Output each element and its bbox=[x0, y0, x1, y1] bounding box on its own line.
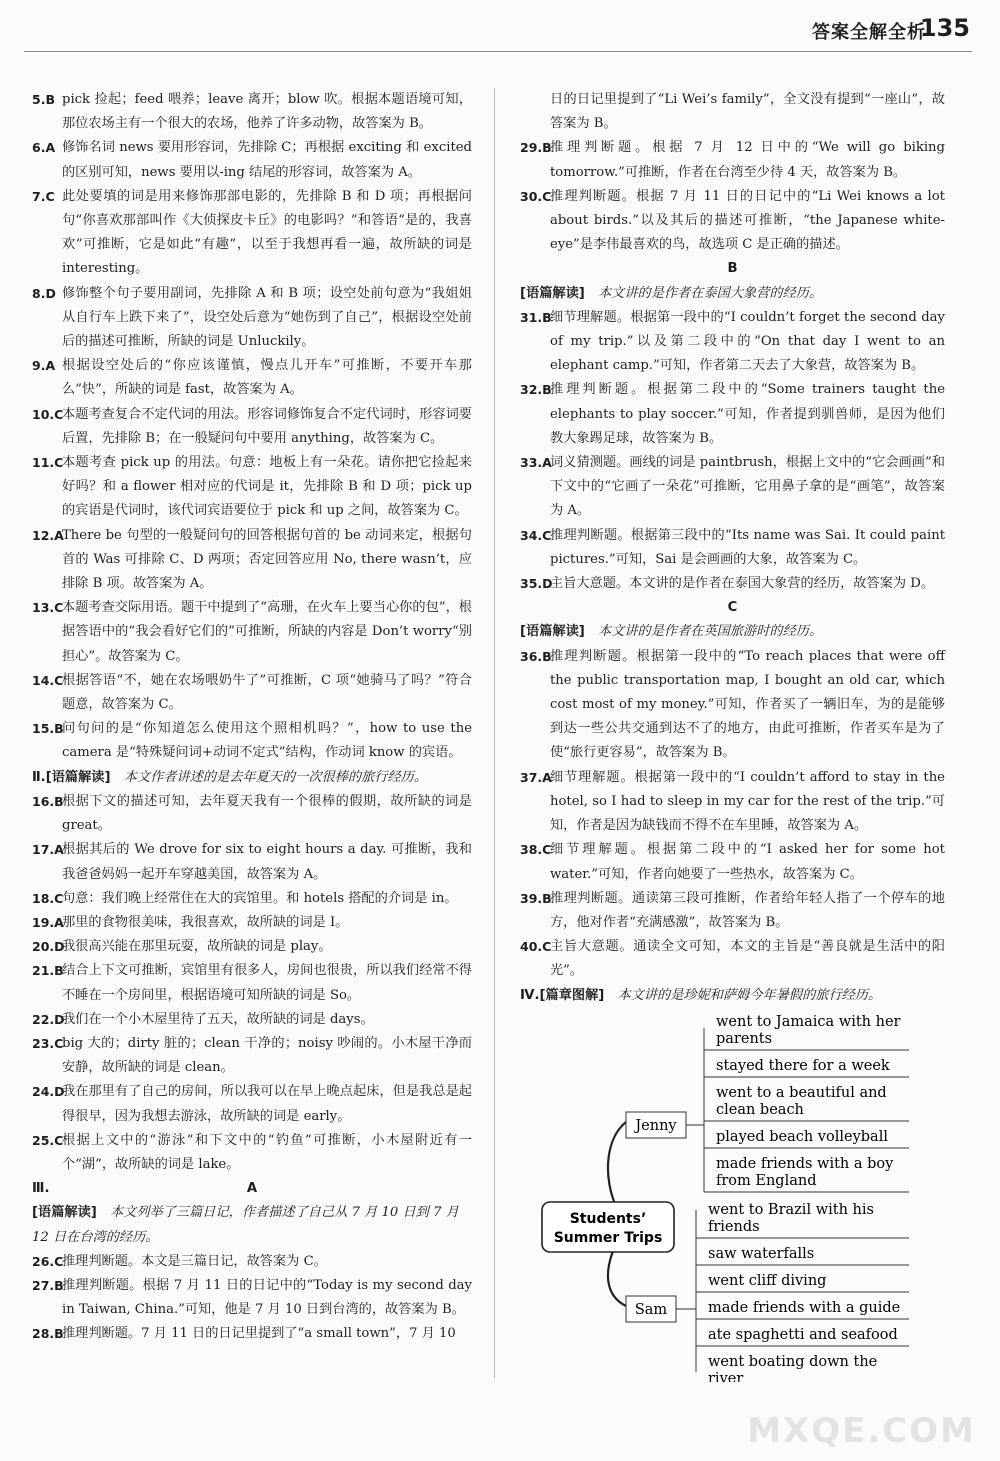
answer-number: 18.C bbox=[32, 890, 64, 906]
answer-explanation: 细节理解题。根据第一段中的“I couldn’t afford to stay in the hotel, so I had to sleep in my car for the rest of the trip.”可知，作者是因为缺钱而不得不在车里睡，故答案为 A。 bbox=[550, 769, 945, 834]
answer-number: 37.A bbox=[520, 769, 552, 785]
answer-item bbox=[520, 185, 945, 258]
answer-item bbox=[32, 1080, 472, 1128]
answer-item bbox=[520, 451, 945, 524]
answer-item bbox=[32, 88, 472, 136]
passage-reading bbox=[520, 984, 945, 1008]
answer-explanation: 我在那里有了自己的房间，所以我可以在早上晚点起床，但是我总是起得很早，因为我想去游泳，故所缺的词是 early。 bbox=[62, 1084, 472, 1124]
answer-item bbox=[32, 524, 472, 597]
answer-explanation: 词义猜测题。画线的词是 paintbrush，根据上文中的“它会画画”和下文中的“它画了一朵花”可推断，它用鼻子拿的是“画笔”，故答案为 A。 bbox=[550, 455, 945, 519]
answer-item bbox=[32, 1129, 472, 1177]
answer-explanation: 结合上下文可推断，宾馆里有很多人，房间也很贵，所以我们经常不得不睡在一个房间里，根据语境可知所缺的词是 So。 bbox=[62, 963, 472, 1003]
answer-item bbox=[32, 1032, 472, 1080]
answer-item bbox=[520, 766, 945, 839]
answer-explanation: 根据设空处后的“你应该谨慎，慢点儿开车”可推断，不要开车那么“快”，所缺的词是 fast，故答案为 A。 bbox=[62, 358, 472, 398]
answer-continuation: 日的日记里提到了“Li Wei’s family”，全文没有提到“一座山”，故答案为 B。 bbox=[550, 92, 945, 132]
reading-tag: [语篇解读] bbox=[520, 624, 585, 640]
answer-item bbox=[32, 1322, 472, 1346]
answer-item bbox=[32, 451, 472, 524]
answer-explanation: 推理判断题。根据第三段中的“Its name was Sai. It could paint pictures.”可知，Sai 是会画画的大象，故答案为 C。 bbox=[550, 527, 945, 567]
answer-number: 13.C bbox=[32, 600, 64, 616]
answer-explanation: 根据答语“不，她在农场喂奶牛了”可推断，C 项“她骑马了吗？”符合题意，故答案为 C。 bbox=[62, 672, 472, 713]
reading-tag: [语篇解读] bbox=[520, 285, 585, 301]
mindmap-sam-label: Sam bbox=[634, 1302, 668, 1318]
answer-number: 16.B bbox=[32, 793, 64, 809]
passage-reading bbox=[520, 620, 945, 644]
mindmap-branch-text: played beach volleyball bbox=[716, 1129, 888, 1145]
answer-number: 11.C bbox=[32, 455, 64, 471]
mindmap-jenny-label: Jenny bbox=[635, 1118, 677, 1134]
mindmap-branch-item bbox=[696, 1273, 909, 1292]
answer-number: 22.D bbox=[32, 1011, 65, 1027]
answer-explanation: 推理判断题。根据第二段中的“Some trainers taught the elephants to play soccer.”可知，作者提到驯兽师，是因为他们教大象踢足球，故答案为 B。 bbox=[550, 382, 945, 446]
answer-number: 20.D bbox=[32, 939, 65, 955]
answer-item bbox=[32, 669, 472, 717]
mindmap-branch-text: went to a beautiful and clean beach bbox=[716, 1085, 887, 1118]
answer-item bbox=[32, 935, 472, 959]
header-rule bbox=[24, 51, 972, 52]
right-column bbox=[520, 88, 945, 1008]
reading-summary: 本文讲的是作者在英国旅游时的经历。 bbox=[598, 624, 823, 640]
mindmap-branch-item bbox=[696, 1202, 909, 1238]
answer-explanation: 推理判断题。7 月 11 日的日记里提到了“a small town”，7 月 10 bbox=[62, 1326, 456, 1342]
answer-item bbox=[32, 354, 472, 402]
mindmap-sam-items bbox=[696, 1202, 909, 1382]
reading-summary: 本文作者讲述的是去年夏天的一次很棒的旅行经历。 bbox=[123, 769, 428, 785]
answer-number: 15.B bbox=[32, 721, 64, 737]
answer-number: 7.C bbox=[32, 188, 55, 204]
answer-explanation: 推理判断题。根据 7 月 11 日的日记中的“Li Wei knows a lot about birds.”以及其后的描述可推断，“the Japanese white-eye”是李伟最喜欢的鸟，故选项 C 是正确的描述。 bbox=[550, 188, 945, 253]
answer-item bbox=[32, 1274, 472, 1322]
reading-tag: [语篇解读] bbox=[32, 1205, 97, 1221]
answer-item bbox=[32, 282, 472, 355]
answer-number: 28.B bbox=[32, 1326, 64, 1342]
answer-number: 8.D bbox=[32, 285, 56, 301]
answer-number: 23.C bbox=[32, 1035, 64, 1051]
subsection-letter: B bbox=[727, 261, 738, 277]
answer-item bbox=[32, 185, 472, 282]
answer-item bbox=[520, 378, 945, 451]
answer-number: 12.A bbox=[32, 527, 64, 543]
answer-explanation: 细节理解题。根据第一段中的“I couldn’t forget the second day of my trip.”以及第二段中的“On that day I went to an elephant camp.”可知，作者第二天去了大象营，故答案为 B。 bbox=[550, 309, 945, 374]
answer-explanation: 本题考查 pick up 的用法。句意：地板上有一朵花。请你把它捡起来好吗？和 a flower 相对应的代词是 it，先排除 B 和 D 项；pick up 的宾语是代词时，该代词宾语要位于 pick 和 up 之间，故答案为 C。 bbox=[62, 455, 472, 519]
answer-item bbox=[520, 645, 945, 766]
answer-number: 36.B bbox=[520, 648, 552, 664]
answer-explanation: 问句问的是“你知道怎么使用这个照相机吗？”，how to use the camera 是“特殊疑问词+动词不定式”结构，作动词 know 的宾语。 bbox=[62, 721, 472, 761]
answer-explanation: 根据其后的 We drove for six to eight hours a day. 可推断，我和我爸爸妈妈一起开车穿越美国，故答案为 A。 bbox=[62, 842, 472, 882]
reading-summary: 本文讲的是作者在泰国大象营的经历。 bbox=[598, 285, 823, 301]
section-number: Ⅲ. bbox=[32, 1181, 50, 1197]
mindmap-branch-item bbox=[704, 1058, 909, 1077]
answer-explanation: 那里的食物很美味，我很喜欢，故所缺的词是 I。 bbox=[62, 914, 349, 930]
mindmap-center-line1: Students’ bbox=[569, 1211, 647, 1227]
mindmap-branch-text: made friends with a guide bbox=[708, 1300, 901, 1316]
passage-reading bbox=[32, 1201, 472, 1249]
mindmap-branch-text: went boating down the river bbox=[708, 1354, 878, 1382]
answer-number: 27.B bbox=[32, 1277, 64, 1293]
answer-number: 39.B bbox=[520, 890, 552, 906]
answer-item bbox=[520, 306, 945, 379]
mindmap-branch-item bbox=[696, 1327, 909, 1346]
answer-item bbox=[520, 136, 945, 184]
answer-item bbox=[32, 887, 472, 911]
answer-number: 19.A bbox=[32, 914, 64, 930]
answer-item bbox=[32, 790, 472, 838]
answer-explanation: 主旨大意题。通读全文可知，本文的主旨是“善良就是生活中的阳光”。 bbox=[550, 939, 945, 979]
answer-item bbox=[520, 887, 945, 935]
answer-number: 35.D bbox=[520, 576, 553, 592]
answer-number: 25.C bbox=[32, 1132, 64, 1148]
mindmap-connector-sam bbox=[608, 1244, 626, 1306]
reading-tag: Ⅱ.[语篇解读] bbox=[32, 769, 111, 785]
answer-item bbox=[520, 572, 945, 596]
answer-number: 6.A bbox=[32, 140, 56, 156]
left-column bbox=[32, 88, 472, 1347]
section-heading bbox=[32, 1177, 472, 1201]
answer-explanation: 句意：我们晚上经常住在大的宾馆里。和 hotels 搭配的介词是 in。 bbox=[62, 890, 458, 906]
answer-explanation: 修饰整个句子要用副词，先排除 A 和 B 项；设空处前句意为“我姐姐从自行车上跌下来了”，设空处后意为“她伤到了自己”，根据设空处前后的描述可推断，所缺的词是 Unluckily。 bbox=[62, 285, 472, 350]
answer-number: 32.B bbox=[520, 382, 552, 398]
mindmap-branch-text: made friends with a boy from England bbox=[716, 1156, 894, 1189]
passage-reading bbox=[32, 766, 472, 790]
answer-item bbox=[32, 136, 472, 184]
mindmap-center-line2: Summer Trips bbox=[553, 1230, 663, 1246]
mindmap-branch-item bbox=[704, 1156, 909, 1192]
mindmap-branch-text: went to Brazil with his friends bbox=[708, 1202, 874, 1235]
mindmap-branch-item bbox=[704, 1129, 909, 1148]
answer-item bbox=[32, 1250, 472, 1274]
page-header bbox=[0, 0, 1000, 86]
answer-number: 9.A bbox=[32, 358, 56, 374]
answer-explanation: 修饰名词 news 要用形容词，先排除 C；再根据 exciting 和 excited 的区别可知，news 要用以-ing 结尾的形容词，故答案为 A。 bbox=[62, 140, 472, 180]
answer-item bbox=[520, 935, 945, 983]
answer-number: 5.B bbox=[32, 92, 55, 107]
answer-explanation: 本题考查复合不定代词的用法。形容词修饰复合不定代词时，形容词要后置，先排除 B；在一般疑问句中要用 anything，故答案为 C。 bbox=[62, 406, 472, 446]
answer-item bbox=[520, 524, 945, 572]
answer-number: 29.B bbox=[520, 140, 552, 156]
answer-explanation: big 大的；dirty 脏的；clean 干净的；noisy 吵闹的。小木屋干净而安静，故所缺的词是 clean。 bbox=[62, 1035, 472, 1076]
reading-summary: 本文列举了三篇日记，作者描述了自己从 7 月 10 日到 7 月 12 日在台湾的经历。 bbox=[32, 1205, 459, 1245]
mindmap-branch-item bbox=[696, 1246, 909, 1265]
mindmap-jenny-items bbox=[704, 1014, 909, 1192]
mindmap-branch-text: saw waterfalls bbox=[708, 1246, 815, 1262]
mindmap-branch-item bbox=[696, 1300, 909, 1319]
mindmap-branch-item bbox=[704, 1014, 909, 1050]
answer-number: 21.B bbox=[32, 963, 64, 979]
answer-number: 14.C bbox=[32, 672, 64, 688]
answer-explanation: 细节理解题。根据第二段中的“I asked her for some hot water.”可知，作者向她要了一些热水，故答案为 C。 bbox=[550, 842, 945, 882]
reading-summary: 本文讲的是珍妮和萨姆今年暑假的旅行经历。 bbox=[617, 987, 882, 1003]
answer-explanation: 根据下文的描述可知，去年夏天我有一个很棒的假期，故所缺的词是 great。 bbox=[62, 793, 472, 834]
answer-item bbox=[32, 717, 472, 765]
answer-number: 40.C bbox=[520, 939, 552, 955]
answer-item bbox=[520, 838, 945, 886]
answer-explanation: 推理判断题。通读第三段可推断，作者给年轻人指了一个停车的地方，他对作者“充满感激”，故答案为 B。 bbox=[550, 890, 945, 930]
answer-number: 17.A bbox=[32, 842, 64, 858]
answer-explanation: 本题考查交际用语。题干中提到了“高珊，在火车上要当心你的包”，根据答语中的“我会看好它们的”可推断，所缺的内容是 Don’t worry“别担心”。故答案为 C。 bbox=[62, 600, 472, 664]
answer-number: 31.B bbox=[520, 309, 552, 325]
answer-explanation: 推理判断题。本文是三篇日记，故答案为 C。 bbox=[62, 1253, 327, 1269]
mindmap-branch-item bbox=[704, 1085, 909, 1121]
page-number: 135 bbox=[919, 14, 970, 42]
mindmap-branch-text: went to Jamaica with her parents bbox=[716, 1014, 901, 1047]
answer-item bbox=[32, 911, 472, 935]
mindmap-branch-text: stayed there for a week bbox=[716, 1058, 890, 1074]
mindmap-branch-text: ate spaghetti and seafood bbox=[708, 1327, 898, 1343]
answer-explanation: 推理判断题。根据第一段中的“To reach places that were off the public transportation map, I bought an old car, which cost most of my money.”可知，作者买了一辆旧车，为的是能够到达一些公共交通到达不了的地方，由此可推断，作者买车是为了使“旅行更容易”，故答案为 B。 bbox=[550, 648, 945, 761]
answer-item bbox=[32, 959, 472, 1007]
answer-number: 34.C bbox=[520, 527, 552, 543]
answer-explanation: 主旨大意题。本文讲的是作者在泰国大象营的经历，故答案为 D。 bbox=[550, 576, 935, 592]
mindmap-branch-text: went cliff diving bbox=[708, 1273, 827, 1289]
answer-explanation: 推理判断题。根据 7 月 11 日的日记中的“Today is my second day in Taiwan, China.”可知，他是 7 月 10 日到台湾的，故答案为 B。 bbox=[62, 1277, 472, 1318]
answer-number: 38.C bbox=[520, 842, 552, 858]
answer-explanation: 我们在一个小木屋里待了五天，故所缺的词是 days。 bbox=[62, 1011, 374, 1027]
answer-number: 33.A bbox=[520, 455, 552, 471]
header-title: 答案全解全析 bbox=[812, 22, 926, 43]
answer-explanation: pick 捡起；feed 喂养；leave 离开；blow 吹。根据本题语境可知，那位农场主有一个很大的农场，他养了许多动物，故答案为 B。 bbox=[62, 92, 472, 132]
mindmap-connector-jenny bbox=[608, 1122, 626, 1206]
answer-item bbox=[32, 596, 472, 669]
answer-item bbox=[32, 1008, 472, 1032]
column-divider bbox=[494, 88, 495, 1378]
answer-explanation: 我很高兴能在那里玩耍，故所缺的词是 play。 bbox=[62, 939, 332, 955]
answer-number: 10.C bbox=[32, 406, 64, 422]
answer-explanation: 根据上文中的“游泳”和下文中的“钓鱼”可推断，小木屋附近有一个“湖”，故所缺的词是 lake。 bbox=[62, 1132, 472, 1172]
mindmap-branch-item bbox=[696, 1354, 909, 1382]
reading-tag: Ⅳ.[篇章图解] bbox=[520, 987, 605, 1003]
passage-reading bbox=[520, 282, 945, 306]
watermark: MXQE.COM bbox=[747, 1411, 976, 1451]
answer-item bbox=[32, 838, 472, 886]
answer-explanation: There be 句型的一般疑问句的回答根据句首的 be 动词来定，根据句首的 Was 可排除 C、D 两项；否定回答应用 No, there wasn’t，应排除 B 项。故答案为 A。 bbox=[62, 527, 472, 592]
answer-number: 26.C bbox=[32, 1253, 64, 1269]
subsection-letter: A bbox=[246, 1181, 258, 1197]
mind-map bbox=[504, 1010, 924, 1382]
answer-number: 30.C bbox=[520, 188, 552, 204]
answer-explanation: 推理判断题。根据 7 月 12 日中的“We will go biking tomorrow.”可推断，作者在台湾至少待 4 天，故答案为 B。 bbox=[550, 140, 945, 180]
answer-explanation: 此处要填的词是用来修饰那部电影的，先排除 B 和 D 项；再根据问句“你喜欢那部叫作《大侦探皮卡丘》的电影吗？”和答语“是的，我喜欢”可推断，它是如此“有趣”，以至于我想再看一遍，故所缺的词是 interesting。 bbox=[62, 188, 472, 277]
subsection-letter: C bbox=[727, 600, 738, 616]
answer-item bbox=[32, 403, 472, 451]
answer-number: 24.D bbox=[32, 1084, 65, 1100]
